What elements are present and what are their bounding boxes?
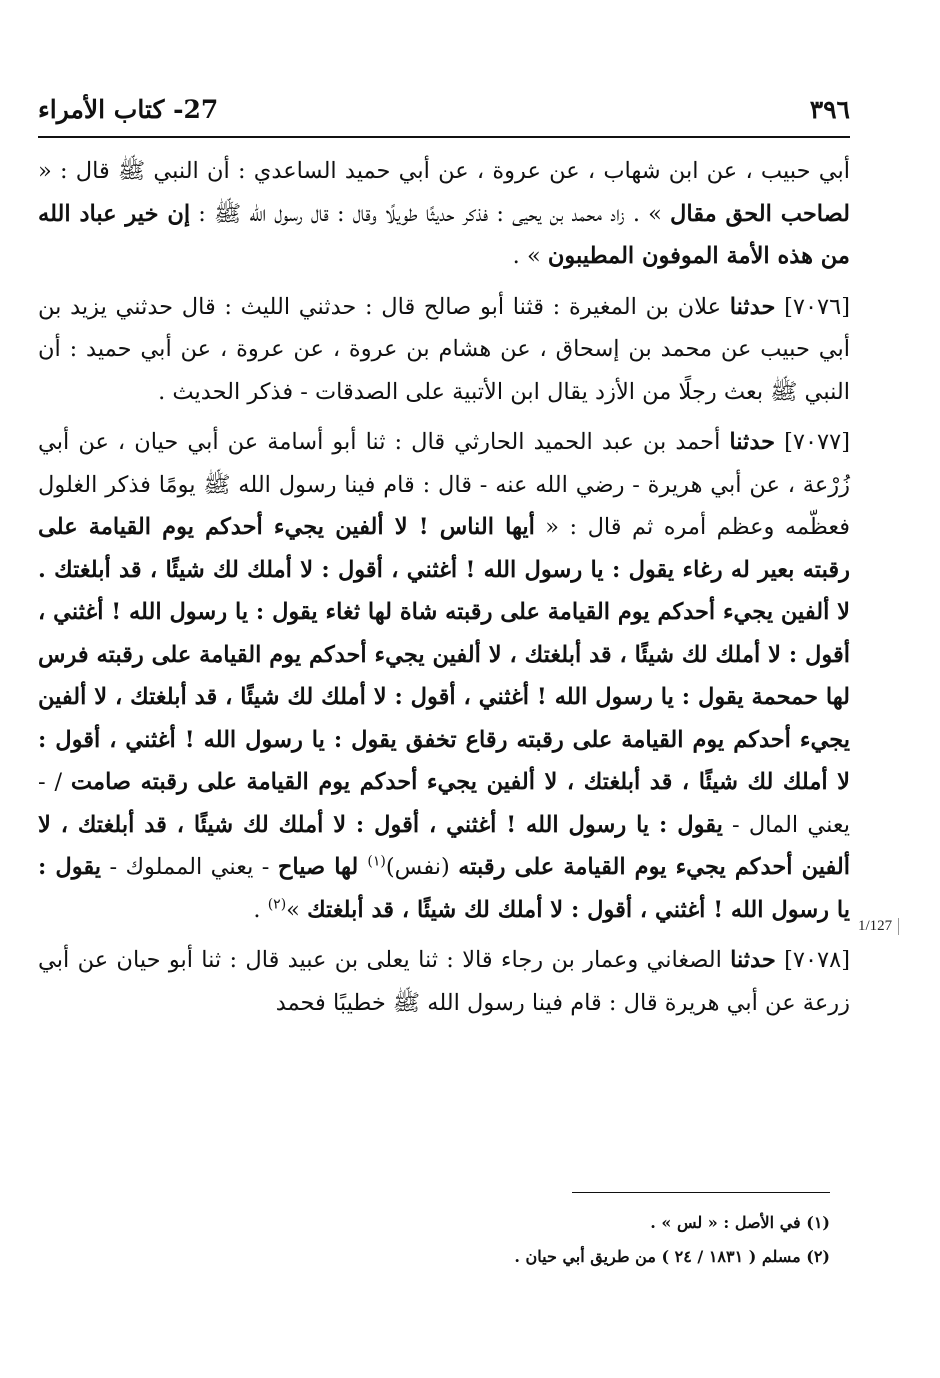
paragraph-hadith-continuation (38, 150, 850, 278)
footnote-divider (572, 1192, 830, 1193)
hadith-text-bold: إن خير عباد الله من هذه الأمة الموفون المطيبون (38, 200, 850, 269)
hadith-text-bold: يقول : يا رسول الله ! أغثني ، أقول : لا أملك لك شيئًا ، قد أبلغتك (38, 854, 850, 923)
page-number: ٣٩٦ (809, 95, 850, 124)
footnote-ref[interactable]: (٢) (267, 896, 287, 912)
margin-folio-note: 1/127 (858, 918, 899, 935)
hadith-text: / - يعني المال - (38, 769, 850, 838)
hadith-text: [٧٠٧٧] (775, 429, 850, 455)
hadith-text-bold: يقول : يا رسول الله ! أغثني ، أقول : لا أملك لك شيئًا ، قد أبلغتك ، لا ألفين أحدكم يجيء يوم القيامة على رقبته (38, 811, 851, 880)
hadith-text-bold: حدثنا (730, 947, 776, 973)
book-page (38, 78, 850, 1318)
footnote-2: (٢) مسلم ( ١٨٣١ / ٢٤ ) من طريق أبي حيان . (514, 1247, 830, 1266)
hadith-text: . (253, 896, 268, 923)
hadith-text: (نفس) (385, 854, 459, 880)
body-text (38, 150, 850, 1024)
hadith-text: » . زاد محمد بن يحيى : فذكر حديثًا طويلًا وقال : قال رسول الله ﷺ : (190, 200, 671, 227)
footnote-1: (١) في الأصل : « لس » . (650, 1213, 830, 1232)
hadith-text-bold: لها صياح (277, 854, 368, 880)
hadith-text: » . (512, 243, 548, 269)
hadith-text: [٧٠٧٦] (775, 293, 850, 320)
hadith-text-bold: لصاحب الحق مقال (670, 200, 850, 227)
chapter-title: 27- كتاب الأمراء (38, 95, 219, 124)
header-divider (38, 136, 850, 138)
footnote-ref[interactable]: (١) (367, 853, 386, 870)
running-head (38, 78, 850, 124)
hadith-text: » (286, 896, 308, 923)
hadith-text: أبي حبيب ، عن ابن شهاب ، عن عروة ، عن أبي حميد الساعدي : أن النبي ﷺ قال : « (38, 158, 850, 184)
hadith-text: [٧٠٧٨] (775, 947, 850, 973)
hadith-text-bold: حدثنا (729, 293, 776, 320)
paragraph-hadith-7076 (38, 286, 850, 414)
hadith-text-bold: أيها الناس ! لا ألفين يجيء أحدكم يوم القيامة على رقبته بعير له رغاء يقول : يا رسول الله ! أغثني ، أقول : لا أملك لك شيئًا ، قد أبلغتك . لا ألفين يجيء أحدكم يوم القيامة على رقبته شاة لها ثغاء يقول : يا رسول الله ! أغثني ، أقول : لا أملك لك شيئًا ، قد أبلغتك ، لا ألفين يجيء أحدكم يوم القيامة على رقبته فرس لها حمحمة يقول : يا رسول الله ! أغثني ، أقول : لا أملك لك شيئًا ، قد أبلغتك ، لا ألفين يجيء أحدكم يوم القيامة على رقبته رقاع تخفق يقول : يا رسول الله ! أغثني ، أقول : لا أملك لك شيئًا ، قد أبلغتك ، لا ألفين يجيء أحدكم يوم القيامة على رقبته صامت (38, 514, 851, 795)
hadith-text: علان بن المغيرة : قثنا أبو صالح قال : حدثني الليث : قال حدثني يزيد بن أبي حبيب عن محمد بن إسحاق ، عن هشام بن عروة ، عن عروة ، عن أبي حميد : أن النبي ﷺ بعث رجلًا من الأزد يقال ابن الأتبية على الصدقات - فذكر الحديث . (38, 293, 850, 405)
hadith-text: أحمد بن عبد الحميد الحارثي قال : ثنا أبو أسامة عن أبي حيان ، عن أبي زُرْعة ، عن أبي هريرة - رضي الله عنه - قال : قام فينا رسول الله ﷺ يومًا فذكر الغلول فعظّمه وعظم أمره ثم قال : « (38, 429, 850, 540)
footnotes (38, 1206, 830, 1274)
paragraph-hadith-7077 (38, 421, 850, 931)
hadith-text: - يعني المملوك - (101, 854, 278, 880)
hadith-text: الصغاني وعمار بن رجاء قالا : ثنا يعلى بن عبيد قال : ثنا أبو حيان عن أبي زرعة عن أبي هريرة قال : قام فينا رسول الله ﷺ خطيبًا فحمد (38, 947, 850, 1016)
paragraph-hadith-7078 (38, 939, 850, 1024)
hadith-text-bold: حدثنا (729, 429, 776, 455)
